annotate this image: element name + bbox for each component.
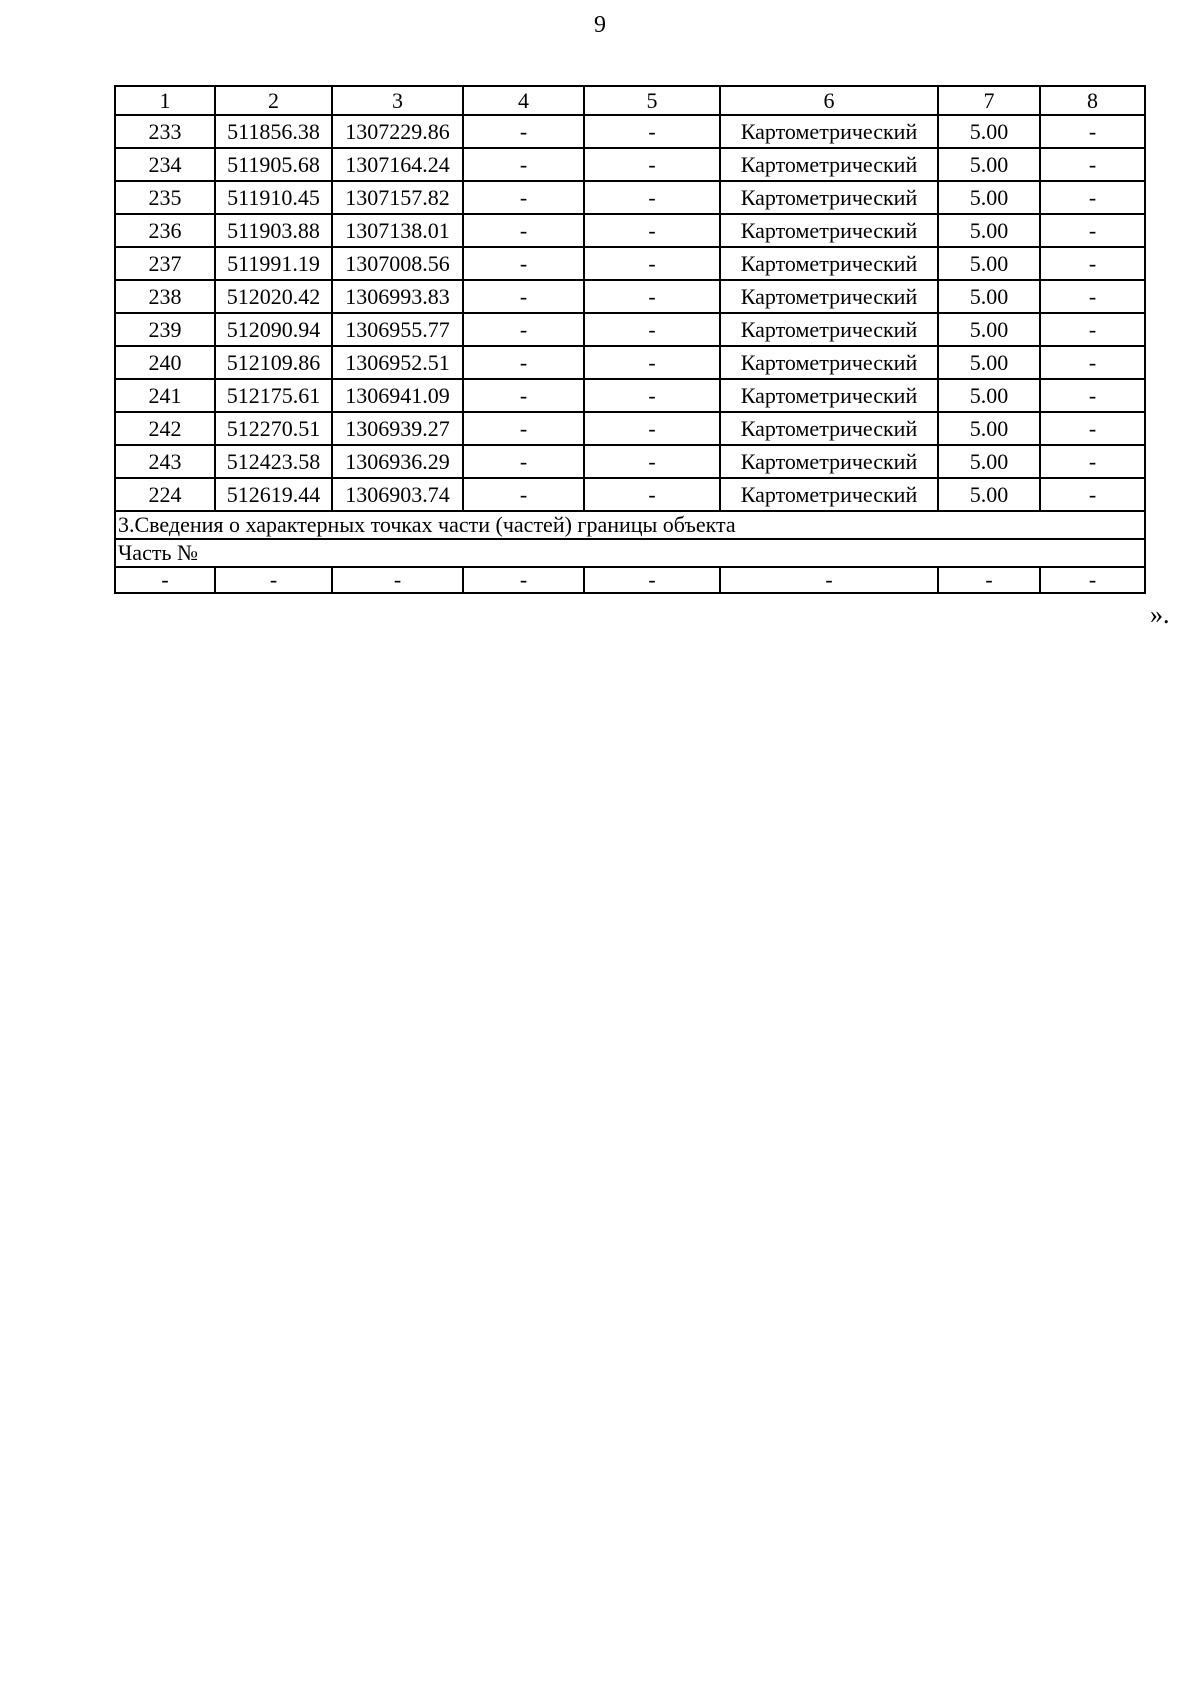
table-cell: 5.00 bbox=[938, 478, 1040, 511]
table-cell: 243 bbox=[115, 445, 215, 478]
table-cell: 512090.94 bbox=[215, 313, 332, 346]
table-row bbox=[115, 214, 1145, 247]
table-row bbox=[115, 280, 1145, 313]
table-cell: 511991.19 bbox=[215, 247, 332, 280]
table-cell: - bbox=[1040, 214, 1145, 247]
table-cell: - bbox=[1040, 445, 1145, 478]
table-cell: - bbox=[584, 115, 720, 148]
table-cell: 1306941.09 bbox=[332, 379, 463, 412]
section-title: 3.Сведения о характерных точках части (частей) границы объекта bbox=[115, 511, 1145, 539]
table-cell: - bbox=[115, 567, 215, 593]
table-cell: - bbox=[1040, 412, 1145, 445]
table-cell: 511905.68 bbox=[215, 148, 332, 181]
table-cell: - bbox=[1040, 115, 1145, 148]
table-cell: - bbox=[463, 478, 584, 511]
table-cell: - bbox=[215, 567, 332, 593]
table-cell: 1306955.77 bbox=[332, 313, 463, 346]
table-cell: 1307164.24 bbox=[332, 148, 463, 181]
table-cell: - bbox=[1040, 478, 1145, 511]
table-cell: - bbox=[463, 214, 584, 247]
table-cell: - bbox=[463, 412, 584, 445]
table-cell: - bbox=[332, 567, 463, 593]
column-header: 3 bbox=[332, 86, 463, 115]
table-cell: - bbox=[584, 247, 720, 280]
table-cell: - bbox=[584, 313, 720, 346]
table-cell: - bbox=[463, 379, 584, 412]
table-cell: 1307008.56 bbox=[332, 247, 463, 280]
table-cell: 511856.38 bbox=[215, 115, 332, 148]
table-cell: - bbox=[584, 445, 720, 478]
table-row bbox=[115, 181, 1145, 214]
table-cell: - bbox=[584, 412, 720, 445]
table-cell: Картометрический bbox=[720, 214, 938, 247]
table-row bbox=[115, 412, 1145, 445]
table-cell: - bbox=[463, 115, 584, 148]
table-cell: 512175.61 bbox=[215, 379, 332, 412]
table-cell: - bbox=[463, 313, 584, 346]
table-cell: 1307157.82 bbox=[332, 181, 463, 214]
table-cell: 242 bbox=[115, 412, 215, 445]
table-cell: - bbox=[463, 445, 584, 478]
table-cell: 5.00 bbox=[938, 445, 1040, 478]
table-header-row bbox=[115, 86, 1145, 115]
table-cell: 238 bbox=[115, 280, 215, 313]
column-header: 2 bbox=[215, 86, 332, 115]
table-cell: 233 bbox=[115, 115, 215, 148]
table-row bbox=[115, 346, 1145, 379]
table-cell: - bbox=[1040, 346, 1145, 379]
table-cell: 234 bbox=[115, 148, 215, 181]
table-cell: 1306903.74 bbox=[332, 478, 463, 511]
table-cell: - bbox=[463, 346, 584, 379]
table-row bbox=[115, 115, 1145, 148]
table-cell: Картометрический bbox=[720, 445, 938, 478]
column-header: 5 bbox=[584, 86, 720, 115]
table-cell: - bbox=[463, 181, 584, 214]
column-header: 8 bbox=[1040, 86, 1145, 115]
table-cell: - bbox=[1040, 313, 1145, 346]
table-cell: 511903.88 bbox=[215, 214, 332, 247]
table-cell: 512423.58 bbox=[215, 445, 332, 478]
table-cell: - bbox=[1040, 379, 1145, 412]
table-cell: Картометрический bbox=[720, 379, 938, 412]
table-cell: Картометрический bbox=[720, 115, 938, 148]
table-row bbox=[115, 379, 1145, 412]
table-cell: - bbox=[463, 247, 584, 280]
table-cell: 240 bbox=[115, 346, 215, 379]
table-cell: 5.00 bbox=[938, 247, 1040, 280]
column-header: 1 bbox=[115, 86, 215, 115]
table-row bbox=[115, 148, 1145, 181]
table-cell: 239 bbox=[115, 313, 215, 346]
table-cell: 235 bbox=[115, 181, 215, 214]
table-cell: 236 bbox=[115, 214, 215, 247]
column-header: 4 bbox=[463, 86, 584, 115]
table-row bbox=[115, 313, 1145, 346]
table-cell: 5.00 bbox=[938, 379, 1040, 412]
coordinates-table bbox=[114, 85, 1146, 594]
table-cell: - bbox=[584, 148, 720, 181]
table-cell: 511910.45 bbox=[215, 181, 332, 214]
table-body bbox=[115, 86, 1145, 593]
table-cell: - bbox=[584, 346, 720, 379]
table-cell: Картометрический bbox=[720, 280, 938, 313]
table-cell: Картометрический bbox=[720, 478, 938, 511]
table-cell: 237 bbox=[115, 247, 215, 280]
table-cell: - bbox=[1040, 280, 1145, 313]
table-cell: - bbox=[1040, 247, 1145, 280]
table-cell: 1306939.27 bbox=[332, 412, 463, 445]
table-cell: Картометрический bbox=[720, 148, 938, 181]
part-label-row bbox=[115, 539, 1145, 567]
table-cell: Картометрический bbox=[720, 247, 938, 280]
table-cell: 5.00 bbox=[938, 313, 1040, 346]
table-cell: 5.00 bbox=[938, 214, 1040, 247]
table-cell: Картометрический bbox=[720, 346, 938, 379]
table-cell: - bbox=[1040, 148, 1145, 181]
table-cell: 241 bbox=[115, 379, 215, 412]
column-header: 7 bbox=[938, 86, 1040, 115]
page-number: 9 bbox=[594, 12, 606, 38]
table-cell: 1306993.83 bbox=[332, 280, 463, 313]
table-cell: 512020.42 bbox=[215, 280, 332, 313]
table-cell: - bbox=[463, 567, 584, 593]
table-cell: - bbox=[463, 148, 584, 181]
table-cell: 5.00 bbox=[938, 346, 1040, 379]
table-cell: - bbox=[584, 280, 720, 313]
table-row bbox=[115, 478, 1145, 511]
table-cell: Картометрический bbox=[720, 181, 938, 214]
table-row bbox=[115, 247, 1145, 280]
table-row bbox=[115, 445, 1145, 478]
table-cell: - bbox=[584, 379, 720, 412]
table-cell: - bbox=[1040, 181, 1145, 214]
table-cell: - bbox=[584, 478, 720, 511]
part-label: Часть № bbox=[115, 539, 1145, 567]
table-cell: 5.00 bbox=[938, 181, 1040, 214]
table-cell: 5.00 bbox=[938, 148, 1040, 181]
section-title-row bbox=[115, 511, 1145, 539]
table-cell: - bbox=[720, 567, 938, 593]
table-cell: - bbox=[584, 181, 720, 214]
table-cell: 512270.51 bbox=[215, 412, 332, 445]
table-cell: 512619.44 bbox=[215, 478, 332, 511]
column-header: 6 bbox=[720, 86, 938, 115]
table-cell: - bbox=[584, 567, 720, 593]
table-cell: 512109.86 bbox=[215, 346, 332, 379]
table-cell: Картометрический bbox=[720, 412, 938, 445]
table-cell: Картометрический bbox=[720, 313, 938, 346]
table-cell: 1307229.86 bbox=[332, 115, 463, 148]
table-cell: - bbox=[938, 567, 1040, 593]
table-cell: - bbox=[584, 214, 720, 247]
table-cell: 5.00 bbox=[938, 412, 1040, 445]
table-cell: 1307138.01 bbox=[332, 214, 463, 247]
table-cell: 5.00 bbox=[938, 115, 1040, 148]
table-cell: 1306936.29 bbox=[332, 445, 463, 478]
table-cell: - bbox=[1040, 567, 1145, 593]
table-cell: 1306952.51 bbox=[332, 346, 463, 379]
empty-part-row bbox=[115, 567, 1145, 593]
table-cell: 224 bbox=[115, 478, 215, 511]
table-cell: - bbox=[463, 280, 584, 313]
table-cell: 5.00 bbox=[938, 280, 1040, 313]
closing-quote-mark: ». bbox=[1150, 600, 1170, 629]
